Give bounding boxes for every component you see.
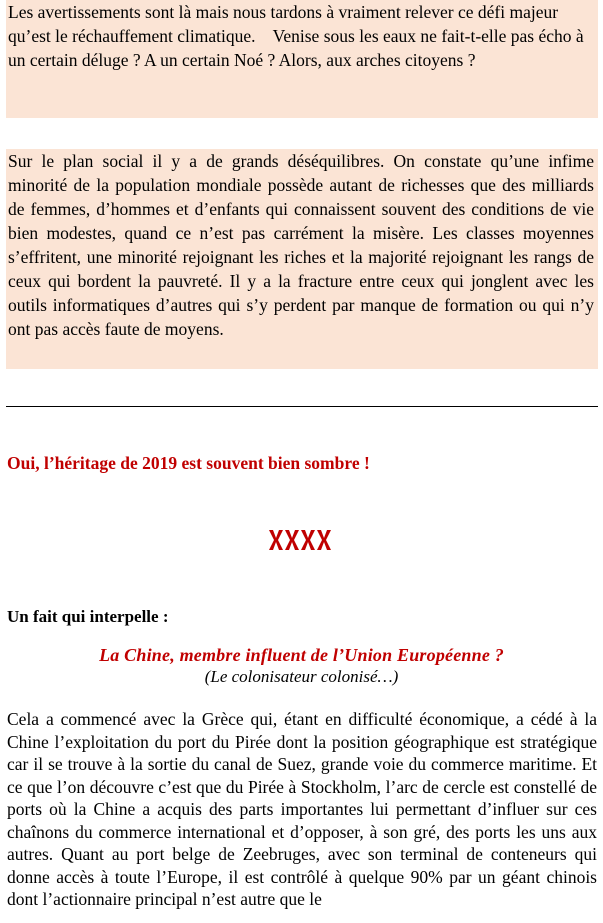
paragraph-climate-text: Les avertissements sont là mais nous tardons à vraiment relever ce défi majeur qu’est le réchauffement climatique. Venise sous les eaux ne fait-t-elle pas écho à un certain déluge ? A un certain Noé ? Alors, aux arches citoyens ? bbox=[8, 2, 589, 70]
highlighted-paragraph-climate bbox=[6, 0, 598, 118]
section-heading: Oui, l’héritage de 2019 est souvent bien sombre ! bbox=[7, 453, 370, 473]
article-subtitle: (Le colonisateur colonisé…) bbox=[204, 667, 399, 686]
article-title: La Chine, membre influent de l’Union Européenne ? bbox=[99, 645, 504, 665]
horizontal-divider bbox=[6, 406, 598, 407]
article-body: Cela a commencé avec la Grèce qui, étant en difficulté économique, a cédé à la Chine l’exploitation du port du Pirée dont la position géographique est stratégique car il se trouve à la sortie du canal de Suez, grande voie du commerce maritime. Et ce que l’on découvre c’est que du Pirée à Stockholm, l’arc de cercle est constellé de ports où la Chine a acquis des parts importantes lui permettant d’influer sur ces chaînons du commerce international et d’opposer, à son gré, des ports les uns aux autres. Quant au port belge de Zeebruges, avec son terminal de conteneurs qui donne accès à toute l’Europe, il est contrôlé à quelque 90% par un géant chinois dont l’actionnaire principal n’est autre que le bbox=[7, 709, 597, 909]
highlighted-paragraph-social bbox=[6, 149, 598, 369]
subheading: Un fait qui interpelle : bbox=[7, 607, 169, 626]
paragraph-social-text: Sur le plan social il y a de grands déséquilibres. On constate qu’une infime minorité de la population mondiale possède autant de richesses que des milliards de femmes, d’hommes et d’enfants qui connaissent souvent des conditions de vie bien modestes, quand ce n’est pas carrément la misère. Les classes moyennes s’effritent, une minorité rejoignant les riches et la majorité rejoignant les rangs de ceux qui bordent la pauvreté. Il y a la fracture entre ceux qui jonglent avec les outils informatiques d’autres qui s’y perdent par manque de formation ou qui n’y ont pas accès faute de moyens. bbox=[8, 151, 594, 339]
decorative-ornament-icon bbox=[0, 528, 603, 558]
